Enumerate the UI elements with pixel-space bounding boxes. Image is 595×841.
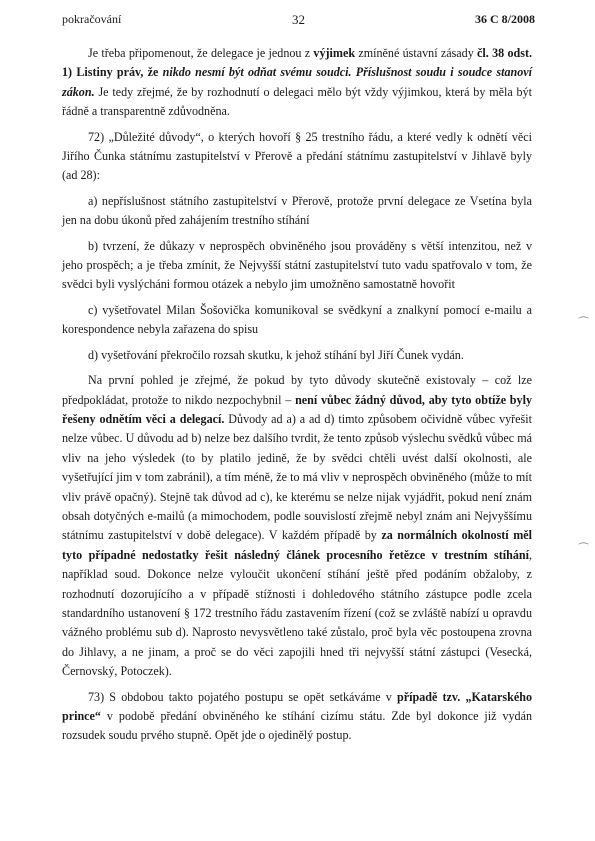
case-number: 36 C 8/2008 [475,12,535,26]
list-item-b: b) tvrzení, že důkazy v neprospěch obviněného jsou prováděny s větší intenzitou, než v jeho prospěch; a je třeba zmínit, že Nejvyšší státní zastupitelství tuto vadu spatřovalo v tom, že svědci byli vyslýcháni formou otázek a nebylo jim umožněno samostatně hovořit [62,238,532,292]
paragraph-73: 73) S obdobou takto pojatého postupu se opět setkáváme v případě tzv. „Katarského prince“ v podobě předání obviněného ke stíhání cizímu státu. Zde byl dokonce již vydán rozsudek soudu prvého stupně. Opět jde o ojedinělý postup. [62,689,532,743]
header-continuation: pokračování [62,12,122,26]
list-item-d: d) vyšetřování překročilo rozsah skutku, k jehož stíhání byl Jiří Čunek vydán. [88,347,464,362]
page-number: 32 [292,12,305,27]
paragraph-72: 72) „Důležité důvody“, o kterých hovoří § 25 trestního řádu, a které vedly k odnětí věci Jiřího Čunka státnímu zastupitelství v Přerově a předání státnímu zastupitelství v Jihlavě byly (ad 28): [62,129,532,183]
paragraph-delegation-exception: Je třeba připomenout, že delegace je jednou z výjimek zmíněné ústavní zásady čl. 38 odst. 1) Listiny práv, že nikdo nesmí být odňat svému soudci. Příslušnost soudu i soudce stanoví zákon. Je tedy zřejmé, že by rozhodnutí o delegaci mělo být vždy výjimkou, která by měla být řádně a transparentně zdůvodněna. [62,46,533,119]
margin-mark-2: ⌒ [578,543,589,555]
list-item-c: c) vyšetřovatel Milan Šošovička komunikoval se svědkyní a znalkyní pomocí e-mailu a korespondence nebyla zařazena do spisu [62,302,532,337]
paragraph-analysis: Na první pohled je zřejmé, že pokud by tyto důvody skutečně existovaly – což lze předpokládat, protože to nikdo nezpochybnil – není vůbec žádný důvod, aby tyto obtíže byly řešeny odnětím věci a delegací. Důvody ad a) a ad d) timto způsobem očividně vůbec vyřešit nelze vůbec. U důvodu ad b) nelze bez dalšího tvrdit, že tento způsob výslechu svědků vůbec má vliv na jeho výsledek (to by platilo jedině, že by svědci chtěli uvést další okolnosti, ale vyšetřující jim v tom zabránil), a tím méně, že to má vliv v neprospěch obviněného (může to mít vliv právě opačný). Stejně tak důvod ad c), ke kterému se nelze nijak vyjádřit, pokud není znám obsah dotyčných e-mailů (a mimochodem, podle souvislostí zřejmě nebyl znám ani Nejvyššímu státnímu zastupitelství v době delegace). V každém případě by za normálních okolností měl tyto případné nedostatky řešit následný článek procesního řetězce v trestním stíhání, například soud. Dokonce nelze vyloučit ukončení stíhání ještě před podáním obžaloby, z rozhodnutí dozorujícího a v případě stížnosti i dohledového státního zástupce podle zcela standardního ustanovení § 172 trestního řádu zastavením řízení (což se zvláště nabízí u opravdu vážného problému sub d). Naprosto nevysvětleno také zůstalo, proč byla věc postoupena zrovna do Jihlavy, a ne jinam, a proč se do věci zapojili hned tři nejvyšší státní zástupci (Vesecká, Černovský, Potoczek). [62,373,532,679]
list-item-a: a) nepříslušnost státního zastupitelství v Přerově, protože první delegace ze Vsetína byla jen na dobu úkonů před zahájením trestního stíhání [62,193,532,228]
document-body [62,44,532,752]
margin-mark-1: ⌒ [578,317,589,329]
